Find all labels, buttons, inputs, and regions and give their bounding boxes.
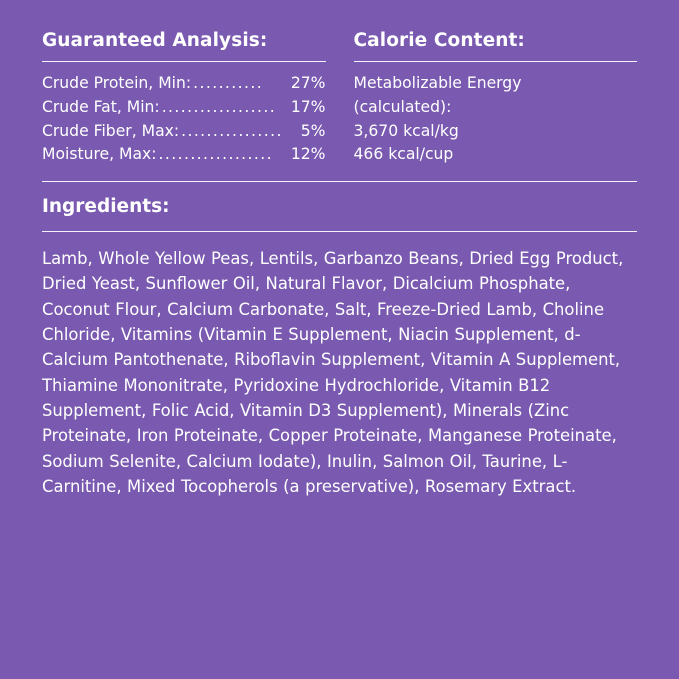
leader-dots: ................ <box>181 121 283 140</box>
guaranteed-analysis-divider <box>42 61 326 62</box>
leader-dots: .................. <box>158 145 273 164</box>
section-divider-top <box>42 181 637 182</box>
calorie-content-section <box>354 30 638 167</box>
ingredients-section <box>42 196 637 499</box>
calorie-line: 466 kcal/cup <box>353 145 454 164</box>
top-section <box>42 30 637 167</box>
nutrient-value: 12% <box>290 145 326 164</box>
ingredients-text: Lamb, Whole Yellow Peas, Lentils, Garbanzo Beans, Dried Egg Product, Dried Yeast, Sunflower Oil, Natural Flavor, Dicalcium Phosphate, Coconut Flour, Calcium Carbonate, Salt, Freeze-Dried Lamb, Choline Chloride, Vitamins (Vitamin E Supplement, Niacin Supplement, d-Calcium Pantothenate, Riboflavin Supplement, Vitamin A Supplement, Thiamine Mononitrate, Pyridoxine Hydrochloride, Vitamin B12 Supplement, Folic Acid, Vitamin D3 Supplement), Minerals (Zinc Proteinate, Iron Proteinate, Copper Proteinate, Manganese Proteinate, Sodium Selenite, Calcium Iodate), Inulin, Salmon Oil, Taurine, L-Carnitine, Mixed Tocopherols (a preservative), Rosemary Extract. <box>42 248 624 497</box>
calorie-line: Metabolizable Energy <box>353 74 522 93</box>
calorie-content-lines <box>354 72 638 167</box>
calorie-content-divider <box>354 61 638 62</box>
calorie-line: (calculated): <box>353 97 452 116</box>
nutrient-label: Moisture, Max: <box>42 145 157 164</box>
nutrient-label: Crude Fat, Min: <box>42 97 160 116</box>
nutrient-label: Crude Protein, Min: <box>42 74 192 93</box>
guaranteed-analysis-heading: Guaranteed Analysis: <box>42 30 268 51</box>
leader-dots: ........... <box>193 74 264 93</box>
nutrient-value: 5% <box>300 121 326 140</box>
leader-dots: .................. <box>161 97 277 116</box>
list-item <box>42 72 326 96</box>
guaranteed-analysis-section <box>42 30 326 167</box>
list-item <box>42 143 326 167</box>
ingredients-divider <box>42 231 637 232</box>
nutrient-label: Crude Fiber, Max: <box>42 121 180 140</box>
list-item <box>42 96 326 120</box>
nutrient-value: 17% <box>290 97 326 116</box>
guaranteed-analysis-list <box>42 72 326 167</box>
ingredients-heading: Ingredients: <box>42 195 170 217</box>
calorie-content-heading: Calorie Content: <box>353 30 525 51</box>
calorie-line: 3,670 kcal/kg <box>353 121 459 140</box>
list-item <box>42 120 326 144</box>
nutrient-value: 27% <box>290 74 326 93</box>
